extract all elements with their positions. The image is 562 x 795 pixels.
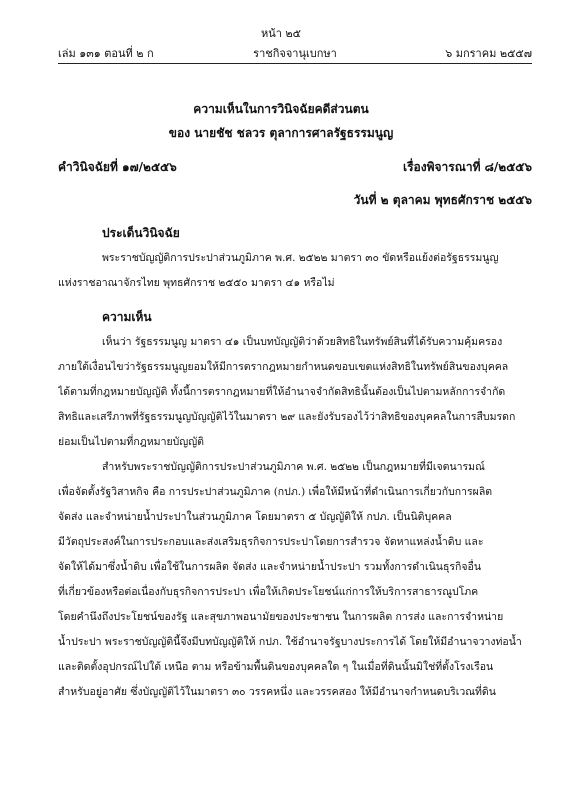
text-line: แห่งราชอาณาจักรไทย พุทธศักราช ๒๕๕๐ มาตรา ๔๑ หรือไม่: [58, 277, 335, 289]
text-line: และติดตั้งอุปกรณ์ไปใต้ เหนือ ตาม หรือข้ามพื้นดินของบุคคลใด ๆ ในเมื่อที่ดินนั้นมิใช่ที่ตั้งโรงเรือน: [58, 661, 494, 673]
document-subtitle: ของ นายชัช ชลวร ตุลาการศาลรัฐธรรมนูญ: [168, 126, 394, 140]
text-line: เห็นว่า รัฐธรรมนูญ มาตรา ๔๑ เป็นบทบัญญัติว่าด้วยสิทธิในทรัพย์สินที่ได้รับความคุ้มครอง: [102, 336, 503, 348]
issue-heading: ประเด็นวินิจฉัย: [102, 226, 180, 240]
text-line: เพื่อจัดตั้งรัฐวิสาหกิจ คือ การประปาส่วนภูมิภาค (กปภ.) เพื่อให้มีหน้าที่ดำเนินการเกี่ยวกับการผลิต: [58, 486, 493, 498]
header-divider: [58, 63, 532, 64]
text-line: ย่อมเป็นไปตามที่กฎหมายบัญญัติ: [58, 436, 204, 448]
opinion-body: [58, 330, 532, 705]
text-line: น้ำประปา พระราชบัญญัตินี้จึงมีบทบัญญัติให้ กปภ. ใช้อำนาจรัฐบางประการได้ โดยให้มีอำนาจวางท่อน้ำ: [58, 636, 522, 648]
volume-issue: เล่ม ๑๓๑ ตอนที่ ๒ ก: [58, 47, 154, 60]
text-line: จัดส่ง และจำหน่ายน้ำประปาในส่วนภูมิภาค โดยมาตรา ๕ บัญญัติให้ กปภ. เป็นนิติบุคคล: [58, 511, 452, 523]
text-line: สำหรับพระราชบัญญัติการประปาส่วนภูมิภาค พ.ศ. ๒๕๒๒ เป็นกฎหมายที่มีเจตนารมณ์: [102, 461, 485, 473]
ruling-number: คำวินิจฉัยที่ ๑๗/๒๕๕๖: [58, 160, 177, 174]
text-line: สำหรับอยู่อาศัย ซึ่งบัญญัติไว้ในมาตรา ๓๐ วรรคหนึ่ง และวรรคสอง ให้มีอำนาจกำหนดบริเวณที่ดิน: [58, 686, 496, 698]
text-line: สิทธิและเสรีภาพที่รัฐธรรมนูญบัญญัติไว้ในมาตรา ๒๙ และยังรับรองไว้ว่าสิทธิของบุคคลในการสืบมรดก: [58, 411, 516, 423]
text-line: พระราชบัญญัติการประปาส่วนภูมิภาค พ.ศ. ๒๕๒๒ มาตรา ๓๐ ขัดหรือแย้งต่อรัฐธรรมนูญ: [102, 252, 499, 264]
opinion-heading: ความเห็น: [102, 310, 152, 324]
text-line: ภายใต้เงื่อนไขว่ารัฐธรรมนูญยอมให้มีการตรากฎหมายกำหนดขอบเขตแห่งสิทธิในทรัพย์สินของบุคคล: [58, 361, 509, 373]
page-number: หน้า ๒๕: [260, 27, 302, 40]
issue-paragraph: [58, 246, 532, 296]
text-line: โดยคำนึงถึงประโยชน์ของรัฐ และสุขภาพอนามัยของประชาชน ในการผลิต การส่ง และการจำหน่าย: [58, 611, 504, 623]
case-number: เรื่องพิจารณาที่ ๘/๒๕๕๖: [402, 160, 532, 174]
publication-name: ราชกิจจานุเบกษา: [253, 47, 337, 60]
text-line: จัดให้ได้มาซึ่งน้ำดิบ เพื่อใช้ในการผลิต จัดส่ง และจำหน่ายน้ำประปา รวมทั้งการดำเนินธุรกิจอื่น: [58, 561, 481, 573]
publication-date: ๖ มกราคม ๒๕๕๗: [445, 47, 532, 60]
ruling-date: วันที่ ๒ ตุลาคม พุทธศักราช ๒๕๕๖: [353, 193, 532, 207]
text-line: ได้ตามที่กฎหมายบัญญัติ ทั้งนี้การตรากฎหมายที่ให้อำนาจจำกัดสิทธินั้นต้องเป็นไปตามหลักการจำกัด: [58, 386, 506, 398]
text-line: ที่เกี่ยวข้องหรือต่อเนื่องกับธุรกิจการประปา เพื่อให้เกิดประโยชน์แก่การให้บริการสาธารณูปโภค: [58, 586, 479, 598]
text-line: มีวัตถุประสงค์ในการประกอบและส่งเสริมธุรกิจการประปาโดยการสำรวจ จัดหาแหล่งน้ำดิบ และ: [58, 536, 484, 548]
document-title: ความเห็นในการวินิจฉัยคดีส่วนตน: [193, 102, 369, 116]
